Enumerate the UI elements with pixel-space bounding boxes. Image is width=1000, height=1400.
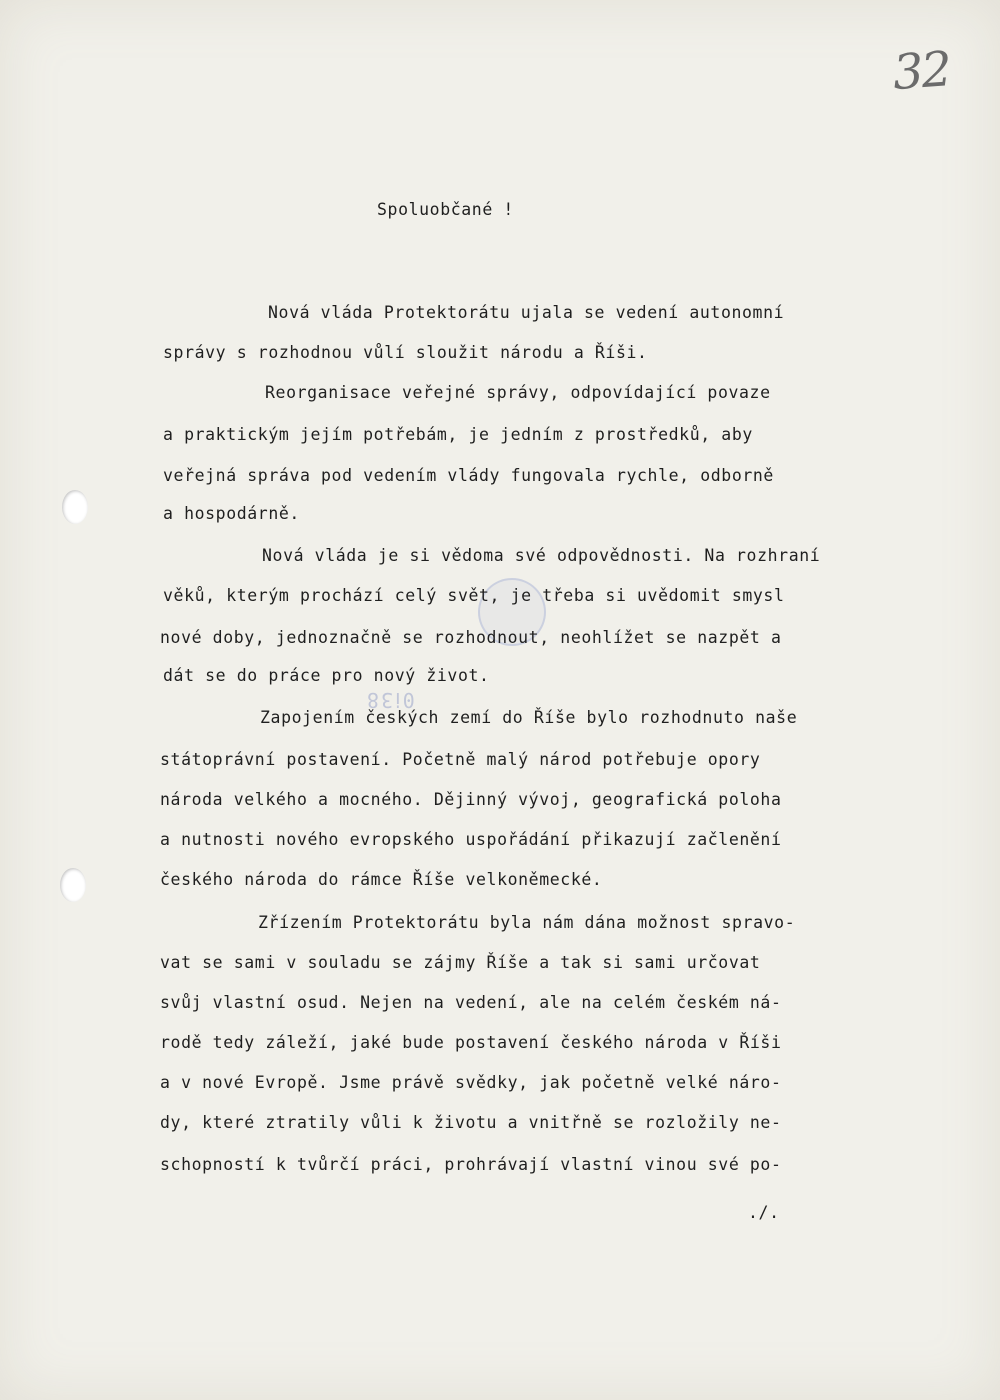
text-line: národa velkého a mocného. Dějinný vývoj, geografická poloha — [160, 790, 782, 809]
text-line: nové doby, jednoznačně se rozhodnout, neohlížet se nazpět a — [160, 628, 782, 647]
punch-hole-top — [62, 490, 88, 524]
handwritten-page-number: 32 — [891, 41, 952, 102]
text-line: a praktickým jejím potřebám, je jedním z prostředků, aby — [163, 425, 753, 444]
text-line: a nutnosti nového evropského uspořádání přikazují začlenění — [160, 830, 782, 849]
text-line: státoprávní postavení. Početně malý národ potřebuje opory — [160, 750, 761, 769]
text-line: Zřízením Protektorátu byla nám dána možnost spravo- — [258, 913, 796, 932]
text-line: a hospodárně. — [163, 504, 300, 523]
continuation-mark: ./. — [748, 1203, 780, 1222]
salutation: Spoluobčané ! — [377, 200, 514, 219]
text-line: veřejná správa pod vedením vlády fungovala rychle, odborně — [163, 466, 774, 485]
text-line: věků, kterým prochází celý svět, je třeba si uvědomit smysl — [163, 586, 785, 605]
text-line: Zapojením českých zemí do Říše bylo rozhodnuto naše — [260, 708, 798, 727]
text-line: českého národa do rámce Říše velkoněmecké. — [160, 870, 603, 889]
text-line: svůj vlastní osud. Nejen na vedení, ale na celém českém ná- — [160, 993, 782, 1012]
text-line: Reorganisace veřejné správy, odpovídající povaze — [265, 383, 771, 402]
text-line: dát se do práce pro nový život. — [163, 666, 490, 685]
text-line: schopností k tvůrčí práci, prohrávají vlastní vinou své po- — [160, 1155, 782, 1174]
text-line: a v nové Evropě. Jsme právě svědky, jak početně velké náro- — [160, 1073, 782, 1092]
text-line: správy s rozhodnou vůlí sloužit národu a Říši. — [163, 343, 648, 362]
punch-hole-bottom — [60, 868, 86, 902]
text-line: Nová vláda Protektorátu ujala se vedení autonomní — [268, 303, 785, 322]
text-line: vat se sami v souladu se zájmy Říše a tak si sami určovat — [160, 953, 761, 972]
text-line: Nová vláda je si vědoma své odpovědnosti. Na rozhraní — [262, 546, 821, 565]
text-line: rodě tedy záleží, jaké bude postavení českého národa v Říši — [160, 1033, 782, 1052]
faint-stamp-number: 0ⅰ38 — [365, 688, 415, 712]
text-line: dy, které ztratily vůli k životu a vnitřně se rozložily ne- — [160, 1113, 782, 1132]
